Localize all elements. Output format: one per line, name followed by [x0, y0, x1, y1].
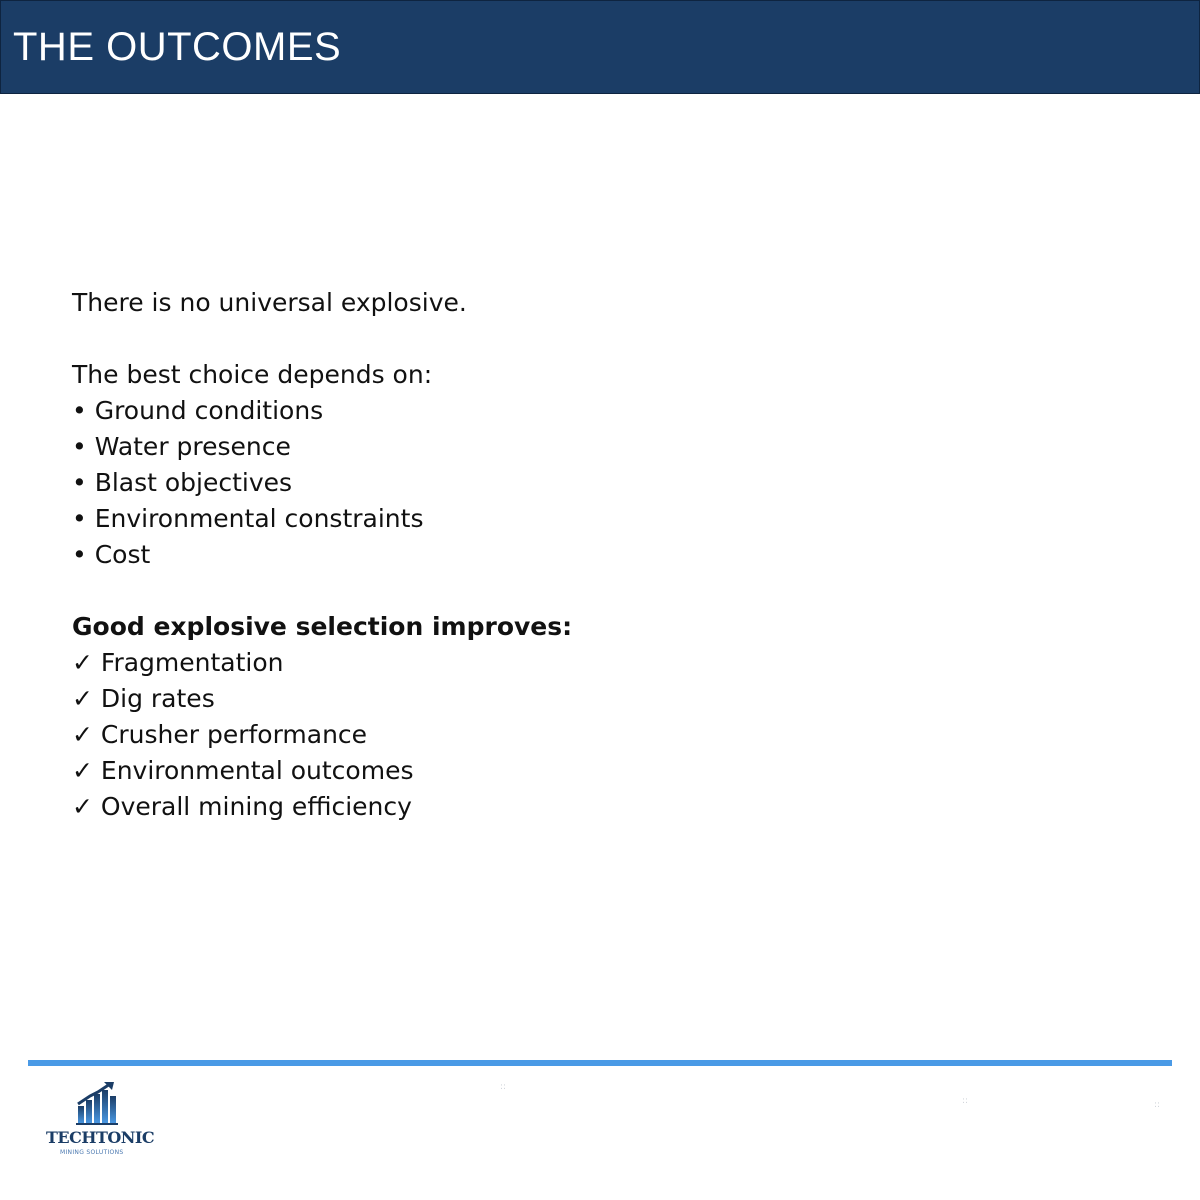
list-item: ✓ Dig rates — [72, 684, 215, 713]
page-title: THE OUTCOMES — [13, 25, 342, 69]
intro-statement: There is no universal explosive. — [72, 288, 467, 317]
logo-wordmark: TECHTONIC — [46, 1128, 155, 1147]
spacer — [72, 321, 972, 357]
spacer — [72, 573, 972, 609]
slide-body — [72, 285, 972, 825]
list-item: ✓ Crusher performance — [72, 720, 368, 749]
improves-list — [72, 645, 972, 825]
footer-divider — [28, 1060, 1172, 1066]
company-logo — [44, 1080, 154, 1160]
decorative-specks: :: — [500, 1082, 507, 1092]
list-item: • Ground conditions — [72, 396, 324, 425]
list-item: • Blast objectives — [72, 468, 293, 497]
list-item: ✓ Environmental outcomes — [72, 756, 414, 785]
decorative-specks: :: — [1154, 1100, 1161, 1110]
logo-tagline: MINING SOLUTIONS — [60, 1149, 124, 1156]
list-item: • Water presence — [72, 432, 291, 461]
building-chart-icon — [76, 1080, 120, 1126]
decorative-specks: :: — [962, 1096, 969, 1106]
list-item: • Environmental constraints — [72, 504, 424, 533]
improves-heading: Good explosive selection improves: — [72, 612, 573, 641]
list-item: ✓ Overall mining efficiency — [72, 792, 412, 821]
title-banner — [0, 0, 1200, 94]
list-item: • Cost — [72, 540, 151, 569]
depends-heading: The best choice depends on: — [72, 360, 433, 389]
depends-list — [72, 393, 972, 573]
list-item: ✓ Fragmentation — [72, 648, 284, 677]
